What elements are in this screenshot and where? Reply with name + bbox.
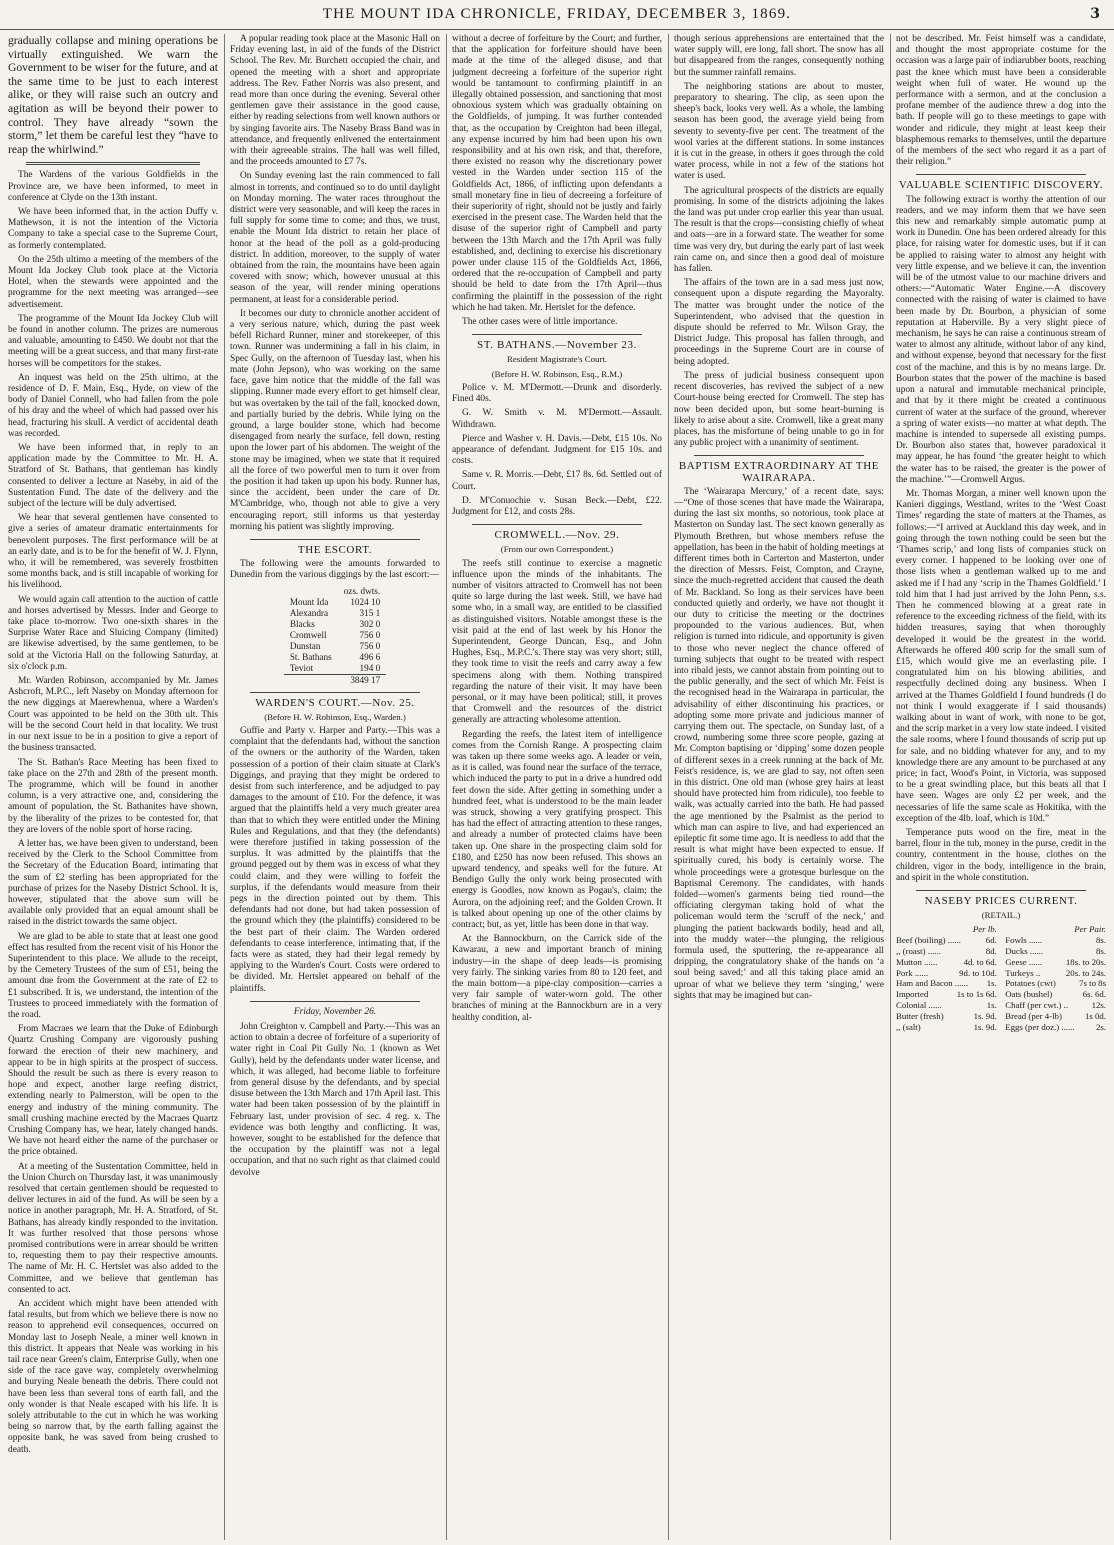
prices-table (896, 924, 1106, 1032)
column-1 (8, 34, 218, 1540)
separator (472, 524, 642, 525)
price-row: Ham and Bacon ...... 1s. (896, 978, 997, 989)
paragraph: We have been informed that, in the action Duffy v. Mathewson, it is not the intention of the Victoria Company to take a special case to the Supreme Court, as formerly contemplated. (8, 206, 218, 251)
paragraph: We hear that several gentlemen have consented to give a series of amateur dramatic entertainments for benevolent purposes. The first performance will be at an early date, and is to be for the benefit of W. J. Flynn, who, it will be remembered, was severely frostbitten some months back, and is still incapable of working for his livelihood. (8, 513, 218, 591)
column-rule (446, 34, 447, 1540)
column-3 (452, 34, 662, 1540)
paragraph: The programme of the Mount Ida Jockey Club will be found in another column. The prizes are numerous and valuable, amounting to £450. We doubt not that the meeting will be a great success, and that many first-rate horses will be competitors for the stakes. (8, 313, 218, 369)
paragraph: A popular reading took place at the Masonic Hall on Friday evening last, in aid of the funds of the District School. The Rev. Mr. Burchett occupied the chair, and opened the meeting with a short and appropriate address. The Rev. Father Norris was also present, and read more than once during the evening. Several other gentlemen gave their assistance in the good cause, either by reading selections from well known authors or by singing favorite airs. The Naseby Brass Band was in attendance, and frequently enlivened the entertainment with their agreeable strains. The hall was well filled, and the proceeds amounted to £7 7s. (230, 34, 440, 168)
prices-right (1005, 924, 1106, 1032)
paragraph: though serious apprehensions are entertained that the water supply will, ere long, fall short. The snow has all but disappeared from the ranges, consequently nothing but the summer rainfall remains. (674, 34, 884, 78)
paragraph: At a meeting of the Sustentation Committee, held in the Union Church on Thursday last, it was unanimously resolved that certain gentlemen should be requested to deliver lectures in aid of the fund. As will be seen by a notice in another paragraph, Mr. H. A. Stratford, of St. Bathans, has already kindly responded to the invitation. It was further resolved that those persons whose promised contributions were in arrear should be written to, requesting them to pay their respective amounts. The name of Mr. H. C. Hertslet was also added to the Committee, and we believe that gentleman has consented to act. (8, 1161, 218, 1295)
paragraph: gradually collapse and mining operations be virtually extinguished. We warn the Government to be wiser for the future, and at the same time to be just to each interest alike, or they will raise such an outcry and agitation as will be beyond their power to control. They have already “sown the storm,” let them be careful lest they “have to reap the whirlwind.” (8, 34, 218, 156)
prices-right-head: Per Pair. (1074, 924, 1106, 935)
paragraph: We are glad to be able to state that at least one good effect has resulted from the recent visit of his Honor the Superintendent to this place. We allude to the receipt, by the Cemetery Trustees of the sum of £51, being the amount due from the Government at the rate of £2 to £1 subscribed. It is, we understand, the intention of the Trustees to proceed immediately with the formation of the road. (8, 931, 218, 1020)
escort-heading: THE ESCORT. (297, 543, 373, 556)
newspaper-title: THE MOUNT IDA CHRONICLE, FRIDAY, DECEMBER 3, 1869. (322, 6, 792, 22)
paragraph: At the Bannockburn, on the Carrick side of the Kawarau, a new and important branch of mining industry—in the shape of deep leads—is promising very fairly. The sinking varies from 80 to 120 feet, and the main bottom—a pipe-clay composition—carries a very fair sample of water-worn gold. The other branches of mining at the Bannockburn are in a very healthy condition, al- (452, 934, 662, 1023)
prices-heading: NASEBY PRICES CURRENT. (924, 895, 1078, 908)
separator (916, 174, 1086, 175)
baptism-heading: BAPTISM EXTRAORDINARY AT THE WAIRARAPA. (678, 460, 880, 484)
separator (250, 692, 420, 693)
paragraph: The ‘Wairarapa Mercury,’ of a recent date, says:—“One of those scenes that have made the Wairarapa, during the last six months, so notorious, took place at Masterton on Sunday last. The sect known generally as Plymouth Brethren, but whose members refuse the appellation, has been in the habit of holding meetings at different times both in Carterton and Masterton, under the direction of Messrs. Feist, Compton, and Crayne, since the much-regretted accident that caused the death of Mr. Backland. So long as their services have been conducted quietly and orderly, we have not thought it our duty to criticise the meeting or the doctrines propounded to the various audiences. But, when religion is turned into ridicule, and opportunity is given to those who never neglect the chance offered of turning subjects that ought to be treated with respect into ribald jests, we cannot abstain from pointing out to the public generally, and the sect of which Mr. Feist is the recognised head in the Wairarapa in particular, the advisability of either discontinuing his practices, or adopting some more private and judicious manner of carrying them out. The spectacle, on Sunday last, of a crowd, numbering some three score people, gazing at Mr. Compton baptising or ‘dipping’ some dozen people of different sexes in a creek running at the back of Mr. Feist's residence, is, we are glad to say, not often seen in this district. One old man (whose grey hairs at least should have protected him from ridicule), too feeble to walk, was actually carried into the bath. He had passed the age mentioned by the Psalmist as the period to which man can aspire to live, and had experienced an epileptic fit some time ago. It is needless to add that the result is what might have been expected to ensue. If spiritually cured, his body is certainly worse. The whole proceedings were a grotesque burlesque on the Baptismal Ceremony. The candidates, with hands folded—women's garments being tied round—the officiating clergyman taking hold of what the policeman would term the ‘scruff of the neck,’ and plunging the patient backwards bodily, head and all, into the muddy water—the plunging, the religious formula used, the sputtering, the re-appearance all dripping, the congratulatory shake of the hands on ‘a soul being saved;’ and all this taking place amid an uproar of what we believe they term ‘singing,’ were sights that may be imagined but can- (674, 486, 884, 1001)
table-row: Blacks 302 0 (289, 618, 381, 629)
paragraph: Temperance puts wood on the fire, meat in the barrel, flour in the tub, money in the purse, credit in the country, contentment in the house, clothes on the children, vigor in the body, intelligence in the brain, and spirit in the whole constitution. (896, 828, 1106, 883)
case: G. W. Smith v. M. M'Dermott.—Assault. Withdrawn. (452, 408, 662, 430)
column-rule (890, 34, 891, 1540)
separator (250, 1001, 420, 1002)
price-row: Eggs (per doz.) ...... 2s. (1005, 1021, 1106, 1032)
masthead (0, 0, 1114, 30)
price-row: Geese ...... 18s. to 20s. (1005, 956, 1106, 967)
page-number: 3 (1090, 6, 1100, 22)
escort-table (284, 586, 386, 686)
case: Pierce and Washer v. H. Davis.—Debt, £15 10s. No appearance of defendant. Judgment for £15 10s. and costs. (452, 433, 662, 467)
discovery-heading: VALUABLE SCIENTIFIC DISCOVERY. (898, 179, 1104, 192)
paragraph: The other cases were of little importance. (462, 317, 618, 328)
column-rule (224, 34, 225, 1540)
price-row: Colonial ...... 1s. (896, 1000, 997, 1011)
price-row: Ducks ...... 8s. (1005, 946, 1106, 957)
table-row: Mount Ida 1024 10 (289, 596, 381, 607)
case: Police v. M. M'Dermott.—Drunk and disorderly. Fined 40s. (452, 382, 662, 405)
paragraph: An inquest was held on the 25th ultimo, at the residence of D. F. Main, Esq., Hyde, on view of the body of Daniel Connell, who had fallen from the pole of his dray and the wheel of which had passed over his head, fracturing his skull. A verdict of accidental death was recorded. (8, 372, 218, 439)
price-row: Pork ...... 9d. to 10d. (896, 967, 997, 978)
paragraph: A letter has, we have been given to understand, been received by the Clerk to the School Committee from the Secretary of the Education Board, intimating that the sum of £2 sterling has been appropriated for the purchase of prizes for the Naseby District School. It is, however, stipulated that the above sum will be available only provided that an equal amount shall be raised in the district towards the same object. (8, 838, 218, 928)
paragraph: On Sunday evening last the rain commenced to fall almost in torrents, and continued so to do until daylight on Monday morning. The water races throughout the district were very seasonable, and will keep the races in full supply for some time to come; and thus, we trust, enable the Mount Ida district to retain her place of honor at the head of the poll as a gold-producing district. In addition, moreover, to the supply of water obtained from the rain, the mountains have been again covered with snow; which, however unusual at this season of the year, will render mining operations permanent, at least for a considerable period. (230, 171, 440, 305)
separator (472, 334, 642, 335)
escort-intro: The following were the amounts forwarded to Dunedin from the various diggings by the last escort:— (230, 559, 440, 581)
paragraph: John Creighton v. Campbell and Party.—This was an action to obtain a decree of forfeiture of a superiority of water right in Coal Pit Gully No. 1 (known as Wet Gully), held by the defendants under water license, and which, it was alleged, had become liable to forfeiture from general disuse by the defendants, and by special disuse between the 13th March and 17th April last. This water had been taken possession of by the plaintiff in February last, under provision of sec. 4 reg. x. The evidence was both lengthy and conflicting. It was, however, sought to be established for the defence that the occupation by the plaintiff was not a legal occupation, and that no such right as that claimed could devolve (230, 1022, 440, 1178)
court-name: Resident Magistrate's Court. (506, 354, 608, 365)
table-row: Cromwell 756 0 (289, 629, 381, 640)
price-row: ,, (roast) ...... 8d. (896, 946, 997, 957)
price-row: Chaff (per cwt.) .. 12s. (1005, 1000, 1106, 1011)
price-row: ,, (salt) 1s. 9d. (896, 1021, 997, 1032)
paragraph: The neighboring stations are about to muster, preparatory to shearing. The clip, as seen upon the sheep's back, looks very well. As a whole, the lambing season has been good, the average yield being from seventy to seventy-five per cent. The treatment of the wool varies at the different stations. In some instances it is cut in the grease, in others it goes through the cold water process, while in not a few of the stations hot water is used. (674, 81, 884, 182)
table-total-row: 3849 17 (284, 674, 386, 686)
column-5 (896, 34, 1106, 1540)
paragraph: The following extract is worthy the attention of our readers, and we may inform them that we have seen this new and remarkably simple automatic pump at work in Dunedin. One has been ordered already for this place, for raising water for domestic uses, but if it can be applied to raising water to almost any height with very little expense, and we believe it can, the invention will be of the utmost value to our machine drivers and others:—“Automatic Water Engine.—A discovery connected with the raising of water is claimed to have been made by Dr. Bourbon, a physician of some reputation at Haberville. By a very slight piece of mechanism, he says he can raise a continuous stream of water to almost any altitude, without labor of any kind, and without expense, beyond that necessary for the first cost of the machine, and this is by no means large. Dr. Bourbon states that the power of the machine is based upon a natural and immutable mechanical principle, and that by it there might be created a continuous current of water at the surface of the ground, wherever a spring of water exists—no matter at what depth. The machine is intended to supersede all existing pumps. Dr. Bourbon also states that, however paradoxical it may appear, he has found ‘the greater height to which the water has to be raised, the greater is the power of the machine.’”—Cromwell Argus. (896, 194, 1106, 485)
separator (26, 162, 200, 165)
table-row: Alexandra 315 1 (289, 607, 381, 618)
paragraph: Guffie and Party v. Harper and Party.—This was a complaint that the defendants had, without the sanction of the owners or the authority of the Warden, taken possession of a portion of their claim situate at Clark's Diggings, and praying that they might be ordered to desist from such interference, and be adjudged to pay damages to the amount of £10. For the defence, it was argued that the plaintiffs held a very much greater area than that to which they were entitled under the Mining Rules and Regulations, and that they (the defendants) were therefore justified in taking possession of the surplus. It was admitted by the plaintiffs that the ground pegged out by them was in excess of what they could claim, and they were willing to forfeit the surplus, if the defendants would measure from their pegs in the direction pointed out by them. This defendants had not done, but had taken possession of the ground which they (the plaintiffs) considered to be the best part of their claim. The Warden ordered defendants to cease interference, intimating that, if the facts were as stated, they had their legal remedy by applying to the Warden's Court. Costs were ordered to be divided. Mr. Hertslet appeared on behalf of the plaintiffs. (230, 725, 440, 994)
table-row: Dunstan 756 0 (289, 640, 381, 651)
paragraph: Mr. Thomas Morgan, a miner well known upon the Kanieri diggings, Westland, writes to the ‘West Coast Times’ regarding the state of matters at the Thames, as follows:—“I arrived at Auckland this day week, and in going through the town nothing could be seen but the ‘Thames scrip,’ and long lists of companies stuck on every corner. I happened to be looking over one of those lists when a gentleman walked up to me and asked me if I had any ‘scrip in the Thames Goldfield.’ I told him that I had just arrived by the John Penn, s.s. Then he commenced blowing at a great rate in reference to the exceeding richness of the field, with its hidden treasures, saying that when thoroughly developed it would be the greatest in the world. Afterwards he offered 400 scrip for the small sum of £15, which would give me an everlasting pile. I congratulated him on his blowing abilities, and respectfully declined doing any business. When I arrived at the Thames Goldfield I found hundreds (I do not think I would exaggerate if I said thousands) walking about in want of work, with none to be got, and the scrip market in a very low state indeed. I visited the sale rooms, where I found thousands of scrip put up for sale, and no bidding whatever for any, and to my knowledge there are any amount to be purchased at any price; in fact, Wood's Point, in Victoria, was supposed to be a great swindling place, but this beats all that I have seen. Wages are only £2 per week, and the necessaries of life the same scale as Hokitika, with the exception of the 4lb. loaf, which is 10d.” (896, 488, 1106, 824)
column-rule (668, 34, 669, 1540)
paragraph: The St. Bathan's Race Meeting has been fixed to take place on the 27th and 28th of the present month. The programme, which will be found in another column, is a very attractive one, and, considering the amount of population, the St. Bathanites have shown, by the liberality of the prizes to be contested for, that they are lovers of the noble sport of horse racing. (8, 757, 218, 835)
table-row: St. Bathans 496 6 (289, 651, 381, 662)
paragraph: Regarding the reefs, the latest item of intelligence comes from the Cornish Range. A prospecting claim was taken up there some weeks ago. A leader or vein, as it is called, was found near the surface of the terrace, which induced the party to put in a drive a hundred odd feet down the side. After getting in something under a hundred feet, what is understood to be the main leader was struck, showing a very gratifying prospect. This has had the effect of attracting attention to these ranges, and already a number of protected claims have been taken up. One share in the prospecting claim sold for £180, and £250 has now been refused. This shows an upward tendency, and speaks well for the future. At Bendigo Gully the only work being prosecuted with energy is Goodles, now known as Pogau's, claim; the Aurora, on the adjoining reef; and the Golden Crown. It is talked about opening up one of the other claims by contract; but, as yet, little has been done in that way. (452, 729, 662, 931)
friday-heading: Friday, November 26. (293, 1006, 377, 1017)
wardens-court-heading: WARDEN'S COURT.—Nov. 25. (255, 696, 415, 709)
paragraph: We have been informed that, in reply to an application made by the Committee to Mr. H. A. Stratford of St. Bathans, that gentleman has kindly consented to deliver a lecture at Naseby, in aid of the Sustentation Fund. The date of the delivery and the subject of the lecture will be duly advertised. (8, 443, 218, 510)
price-row: Imported 1s to 1s 6d. (896, 989, 997, 1000)
separator (694, 455, 864, 456)
price-row: Potatoes (cwt) 7s to 8s (1005, 978, 1106, 989)
prices-left-head: Per lb. (972, 924, 997, 935)
prices-left (896, 924, 997, 1032)
paragraph: The Wardens of the various Goldfields in the Province are, we have been informed, to meet in conference at Clyde on the 13th instant. (8, 170, 218, 203)
price-row: Butter (fresh) 1s. 9d. (896, 1010, 997, 1021)
wardens-court-sub: (Before H. W. Robinson, Esq., Warden.) (264, 711, 406, 722)
case: Same v. R. Morris.—Debt, £17 8s. 6d. Settled out of Court. (452, 470, 662, 492)
price-row: Oats (bushel) 6s. 6d. (1005, 989, 1106, 1000)
price-row: Fowls ...... 8s. (1005, 935, 1106, 946)
cromwell-heading: CROMWELL.—Nov. 29. (494, 529, 620, 542)
columns (8, 34, 1106, 1540)
paragraph: On the 25th ultimo a meeting of the members of the Mount Ida Jockey Club took place at the Victoria Hotel, when the stewards were appointed and the programme for the next meeting was arranged—see advertisement. (8, 254, 218, 310)
paragraph: not be described. Mr. Feist himself was a candidate, and thought the most appropriate costume for the occasion was a large pair of indiarubber boots, reaching past the knee which must have been a considerable weight when full of water. He wound up the performance with a sermon, and at the conclusion a profane member of the audience threw a dog into the bath. If people will go to these meetings to gape with wonder and ridicule, they might at least keep their blasphemous remarks to themselves, until the departure of the members of the sect who regard it as a part of their religion.” (896, 34, 1106, 168)
paragraph: without a decree of forfeiture by the Court; and further, that the application for forfeiture should have been made at the time of the alleged disuse, and that judgment decreeing a forfeiture of the superior right would be tantamount to confirming plaintiff in an illegally obtained possession, and sanctioning that most obnoxious system which was gradually obtaining on the Goldfields, of jumping. It was further contended that, as the occupation by Creighton had been illegal, any expense incurred by him had been upon his own responsibility and at his own risk, and that, therefore, there existed no reason why the discretionary power vested in the Warden under section 115 of the Goldfields Act, 1866, of inflicting upon defendants a small monetary fine in lieu of decreeing a forfeiture of their superiority of right, should not be justly and fairly exercised in the present case. The Warden held that the disuse of the superior right of Campbell and party between the 13th March and the 17th April was fully established, and, declining to exercise his discretionary power under clause 115 of the Goldfields Act, 1866, ordered that the re-occupation of Campbell and party should be held to date from the 17th April—thus confirming the plaintiff in the possession of the right which he had taken. Mr. Hertslet for the defence. (452, 34, 662, 313)
case: D. M'Conuochie v. Susan Beck.—Debt, £22. Judgment for £12, and costs 28s. (452, 495, 662, 517)
paragraph: Mr. Warden Robinson, accompanied by Mr. James Ashcroft, M.P.C., left Naseby on Monday afternoon for the new diggings at Maerewhenua, where a Warden's Court was appointed to be held on the 30th ult. This will be the second Court held in that locality. We trust in our next issue to be in a position to give a report of the business transacted. (8, 676, 218, 754)
table-row: Teviot 194 0 (289, 662, 381, 673)
paragraph: It becomes our duty to chronicle another accident of a very serious nature, which, during the past week befell Richard Runner, miner and storekeeper, of this town. Runner was undermining a fall in his claim, in Spec Gully, on the afternoon of Tuesday last, when his mate (John Jepson), who was working on the same face, gave him notice that the middle of the fall was slipping. Runner made every effort to get himself clear, but was overtaken by the tail of the fall, knocked down, and partially buried by the debris. While lying on the ground, a large boulder stone, which had become disengaged from nearly the surface, fell down, resting upon the lower part of his abdomen. The weight of the stone may be imagined, when we state that it required all the force of two powerful men to turn it over from the position it had taken up upon his body. Runner has, since the accident, been under the care of Dr. M'Cambridge, who, though not able to give a very encouraging report, still informs us that yesterday morning his patient was slightly improving. (230, 308, 440, 532)
paragraph: We would again call attention to the auction of cattle and horses advertised by Messrs. Inder and George to take place to-morrow. Two one-sixth shares in the Surprise Water Race and Sluicing Company (limited) are likewise advertised, by the same gentlemen, to be sold at the Victoria Hall on the following Saturday, at six o'clock p.m. (8, 594, 218, 672)
paragraph: The press of judicial business consequent upon recent discoveries, has revived the subject of a new Court-house being erected for Cromwell. The step has now been decided upon, but some heart-burning is likely to arise about a site. Cromwell, like a great many places, has the misfortune of being unable to go in for any public project with a unanimity of sentiment. (674, 370, 884, 449)
prices-sub: (RETAIL.) (981, 910, 1021, 921)
separator (250, 539, 420, 540)
column-4 (674, 34, 884, 1540)
column-2 (230, 34, 440, 1540)
price-row: Mutton ...... 4d. to 6d. (896, 956, 997, 967)
separator (916, 890, 1086, 891)
cromwell-sub: (From our own Correspondent.) (500, 544, 614, 555)
price-row: Beef (boiling) ...... 6d. (896, 935, 997, 946)
escort-unit: ozs. dwts. (343, 585, 381, 596)
paragraph: From Macraes we learn that the Duke of Edinburgh Quartz Crushing Company are vigorously pushing forward the erection of their new machinery, and appear to be in high spirits at the prospect of success. Should the result be such as there is every reason to hope and expect, another large reefing district, extending nearly to Palmerston, will be open to the energy and industry of the mining community. The small crushing machine erected by the Macraes Quartz Crushing Company has, we hear, lately changed hands. We have not heard either the name of the purchaser or the price obtained. (8, 1024, 218, 1158)
paragraph: An accident which might have been attended with fatal results, but from which we believe there is now no reason to apprehend evil consequences, occurred on Monday last to Joseph Neale, a miner well known in this district. It appears that Neale was working in his tail race near Green's claim, Enterprise Gully, when one side of the race gave way, completely overwhelming and burying Neale beneath the debris. There could not have been less than several tons of earth fall, and the only wonder is that Neale escaped with his life. It is solely attributable to the cut in which he was working being so narrow that, by the earth falling against the opposite bank, he was saved from being crushed to death. (8, 1299, 218, 1455)
price-row: Bread (per 4-lb) 1s 0d. (1005, 1010, 1106, 1021)
court-sub: (Before H. W. Robinson, Esq., R.M.) (491, 368, 623, 379)
paragraph: The affairs of the town are in a sad mess just now, consequent upon a dispute regarding the Mayoralty. The matter was brought under the notice of the Superintendent, who advised that the question in dispute should be referred to Mr. Wilson Gray, the District Judge. This proposal has fallen through, and proceedings in the Supreme Court are in course of being adopted. (674, 278, 884, 367)
st-bathans-heading: ST. BATHANS.—November 23. (477, 339, 637, 352)
price-row: Turkeys .. 20s. to 24s. (1005, 967, 1106, 978)
paragraph: The agricultural prospects of the districts are equally promising. In some of the districts adjoining the lakes the land was put under crop earlier this year than usual. The result is that the crops—consisting chiefly of wheat and oats—are in a forward state. The weather for some time was very dry, but during the early part of last week rain came on, and since then a good deal of moisture has fallen. (674, 185, 884, 275)
paragraph: The reefs still continue to exercise a magnetic influence upon the minds of the inhabitants. The number of visitors attracted to Cromwell has not been quite so large during the last week. Still, we have had some who, in a small way, are entitled to be classified as distinguished visitors. Notable amongst these is the visit paid at the end of last week by his Honor the Superintendent, George Duncan, Esq., and John Hughes, Esq., M.P.C.'s. There stay was very short; still, they took time to visit the reefs and carry away a few specimens along with them. Nothing transpired regarding the nature of their visit. It may have been personal, or it may have been political; still, it proves that Cromwell and the resources of the district generally are attracting wholesome attention. (452, 558, 662, 726)
